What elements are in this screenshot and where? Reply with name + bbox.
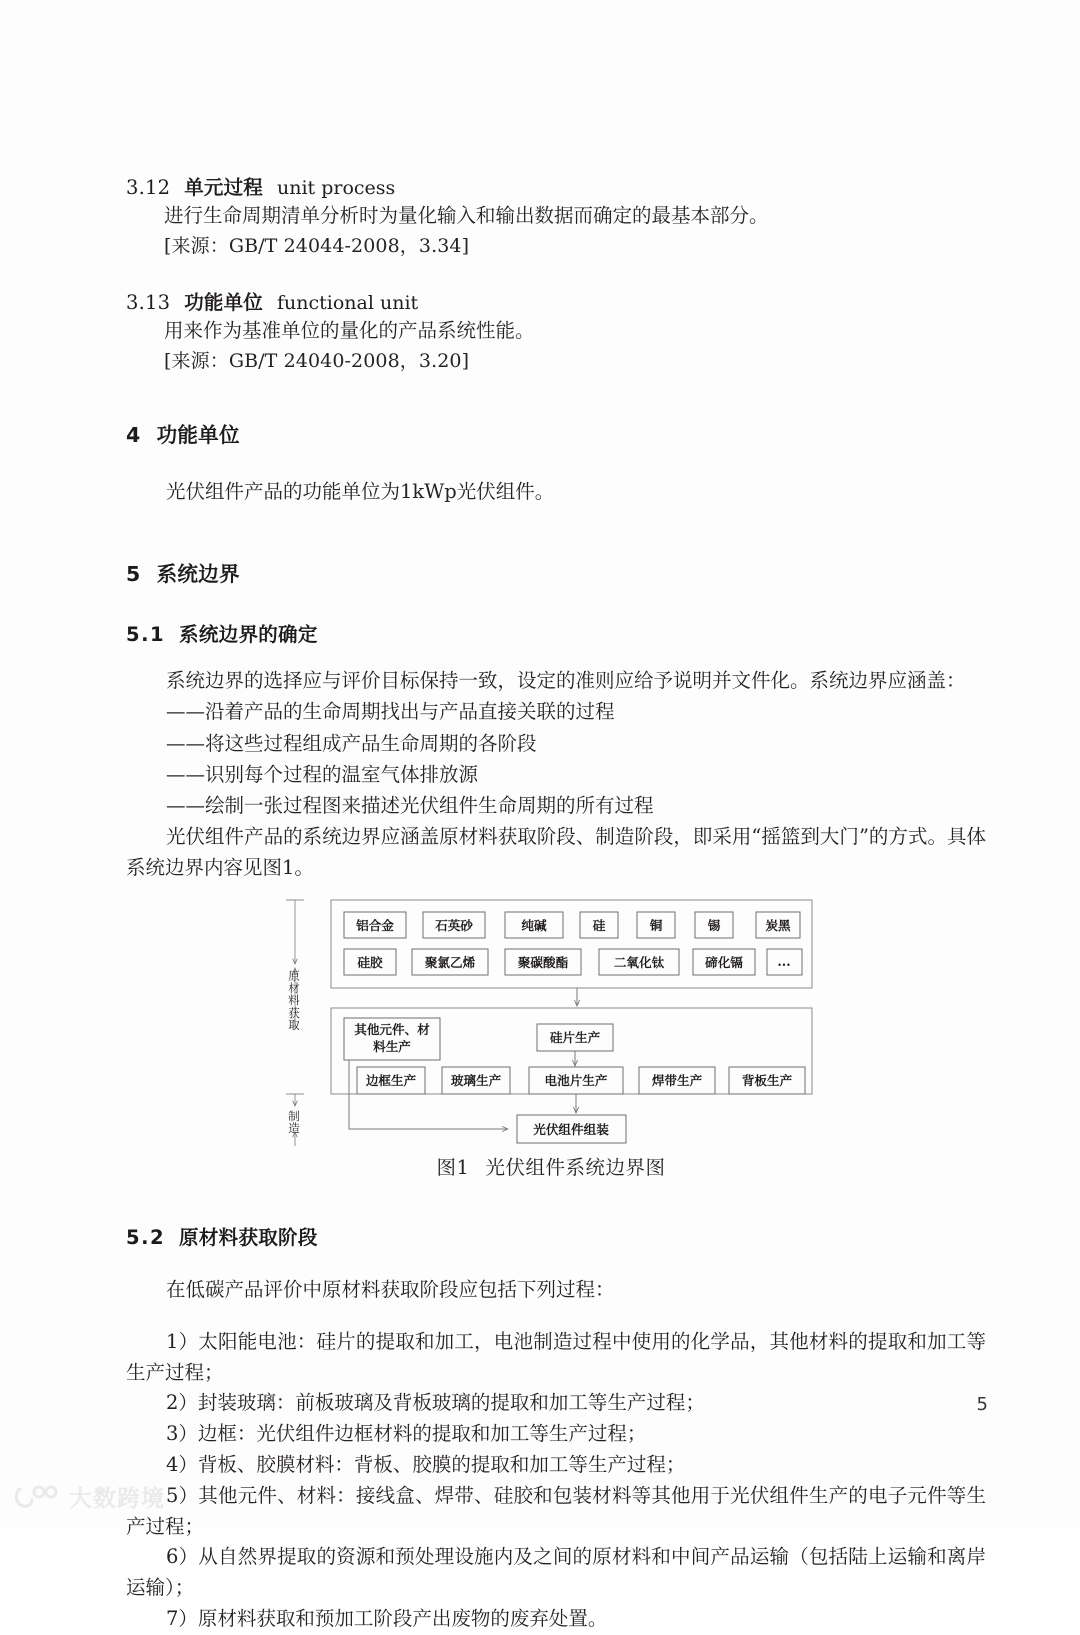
svg-text:聚碳酸酯: 聚碳酸酯 [517, 954, 569, 970]
svg-text:硅片生产: 硅片生产 [549, 1029, 601, 1045]
list-item: 1）太阳能电池：硅片的提取和加工，电池制造过程中使用的化学品，其他材料的提取和加工等生产过程； [126, 1329, 986, 1384]
clause-number: 5.1 [126, 623, 166, 647]
manufacturing-row [357, 1067, 805, 1094]
page-content [126, 0, 986, 1635]
svg-text:边框生产: 边框生产 [365, 1072, 417, 1088]
svg-text:其他元件、材: 其他元件、材 [354, 1021, 430, 1037]
svg-text:二氧化钛: 二氧化钛 [613, 954, 665, 970]
watermark [14, 1480, 165, 1513]
svg-text:电池片生产: 电池片生产 [544, 1072, 608, 1088]
dash-item: ——识别每个过程的温室气体排放源 [166, 762, 479, 786]
svg-text:铜: 铜 [649, 917, 663, 933]
stage-label-manufacturing: 制造 [288, 1108, 300, 1135]
dash-item: ——沿着产品的生命周期找出与产品直接关联的过程 [166, 700, 615, 724]
dash-item: ——绘制一张过程图来描述光伏组件生命周期的所有过程 [166, 793, 654, 817]
raw-material-row-2 [344, 949, 802, 975]
svg-text:铝合金: 铝合金 [356, 917, 394, 933]
term-number: 3.12 [126, 176, 171, 199]
clause-number: 5.2 [126, 1225, 166, 1249]
svg-text:玻璃生产: 玻璃生产 [450, 1072, 502, 1088]
figure-caption-number: 图1 [436, 1155, 470, 1179]
figure-diagram [286, 898, 816, 1146]
term-definition: 用来作为基准单位的量化的产品系统性能。 [164, 319, 535, 343]
raw-material-row-1 [344, 912, 800, 938]
svg-text:碲化镉: 碲化镉 [705, 954, 743, 970]
svg-text:硅胶: 硅胶 [357, 954, 383, 970]
list-item: 5）其他元件、材料：接线盒、焊带、硅胶和包装材料等其他用于光伏组件生产的电子元件等生产过程； [126, 1483, 986, 1538]
figure-canvas [286, 898, 816, 1146]
clause-4-paragraph: 光伏组件产品的功能单位为1kWp光伏组件。 [166, 480, 555, 504]
clause-heading-5 [126, 557, 986, 587]
list-item: 4）背板、胶膜材料：背板、胶膜的提取和加工等生产过程； [166, 1452, 686, 1476]
stage-label-raw-material: 原材料获取 [288, 968, 300, 1033]
page-number: 5 [976, 1394, 988, 1415]
svg-text:纯碱: 纯碱 [521, 917, 547, 933]
watermark-logo-icon [14, 1483, 60, 1511]
clause-5-2-lead: 在低碳产品评价中原材料获取阶段应包括下列过程： [166, 1277, 615, 1301]
list-item: 6）从自然界提取的资源和预处理设施内及之间的原材料和中间产品运输（包括陆上运输和离岸运输）； [126, 1545, 986, 1600]
svg-text:锡: 锡 [707, 917, 721, 933]
term-definition: 进行生命周期清单分析时为量化输入和输出数据而确定的最基本部分。 [164, 204, 769, 227]
svg-text:背板生产: 背板生产 [741, 1072, 793, 1088]
clause-heading-5-1 [126, 619, 986, 647]
list-item: 7）原材料获取和预加工阶段产出废物的废弃处置。 [166, 1606, 608, 1630]
svg-text:炭黑: 炭黑 [765, 917, 791, 933]
term-name-en: unit process [277, 177, 396, 199]
term-name-cn: 单元过程 [184, 176, 264, 199]
watermark-text: 大数跨境 [69, 1486, 165, 1512]
term-entry-3-13 [126, 287, 986, 376]
clause-title: 系统边界的确定 [179, 623, 318, 647]
term-number: 3.13 [126, 291, 171, 315]
clause-title: 功能单位 [156, 423, 240, 448]
list-item: 2）封装玻璃：前板玻璃及背板玻璃的提取和加工等生产过程； [166, 1391, 705, 1415]
dash-item: ——将这些过程组成产品生命周期的各阶段 [166, 731, 537, 755]
term-source: [来源：GB/T 24044-2008，3.34] [164, 234, 470, 257]
figure-caption [286, 1152, 816, 1180]
svg-text:聚氯乙烯: 聚氯乙烯 [424, 954, 476, 970]
term-source: [来源：GB/T 24040-2008，3.20] [164, 349, 470, 372]
list-item: 3）边框：光伏组件边框材料的提取和加工等生产过程； [166, 1422, 647, 1446]
svg-text:光伏组件组装: 光伏组件组装 [533, 1121, 609, 1137]
svg-text:...: ... [777, 953, 791, 969]
svg-text:料生产: 料生产 [373, 1038, 411, 1054]
svg-text:硅: 硅 [592, 917, 606, 933]
term-heading [126, 287, 986, 315]
svg-text:焊带生产: 焊带生产 [651, 1072, 703, 1088]
term-entry-3-12 [126, 172, 986, 261]
term-name-en: functional unit [277, 292, 419, 315]
figure-caption-title: 光伏组件系统边界图 [485, 1155, 666, 1179]
svg-text:石英砂: 石英砂 [435, 917, 473, 933]
term-heading [126, 172, 986, 200]
clause-title: 系统边界 [156, 562, 240, 587]
clause-5-1-closing: 光伏组件产品的系统边界应涵盖原材料获取阶段、制造阶段，即采用“摇篮到大门”的方式。具体系统边界内容见图1。 [126, 825, 986, 880]
clause-5-1-lead: 系统边界的选择应与评价目标保持一致，设定的准则应给予说明并文件化。系统边界应涵盖： [166, 669, 966, 693]
figure-1 [286, 898, 816, 1180]
term-name-cn: 功能单位 [184, 291, 264, 315]
clause-heading-5-2 [126, 1222, 986, 1250]
clause-title: 原材料获取阶段 [179, 1225, 318, 1249]
clause-number: 4 [126, 423, 141, 448]
clause-heading-4 [126, 418, 986, 448]
clause-number: 5 [126, 562, 141, 587]
